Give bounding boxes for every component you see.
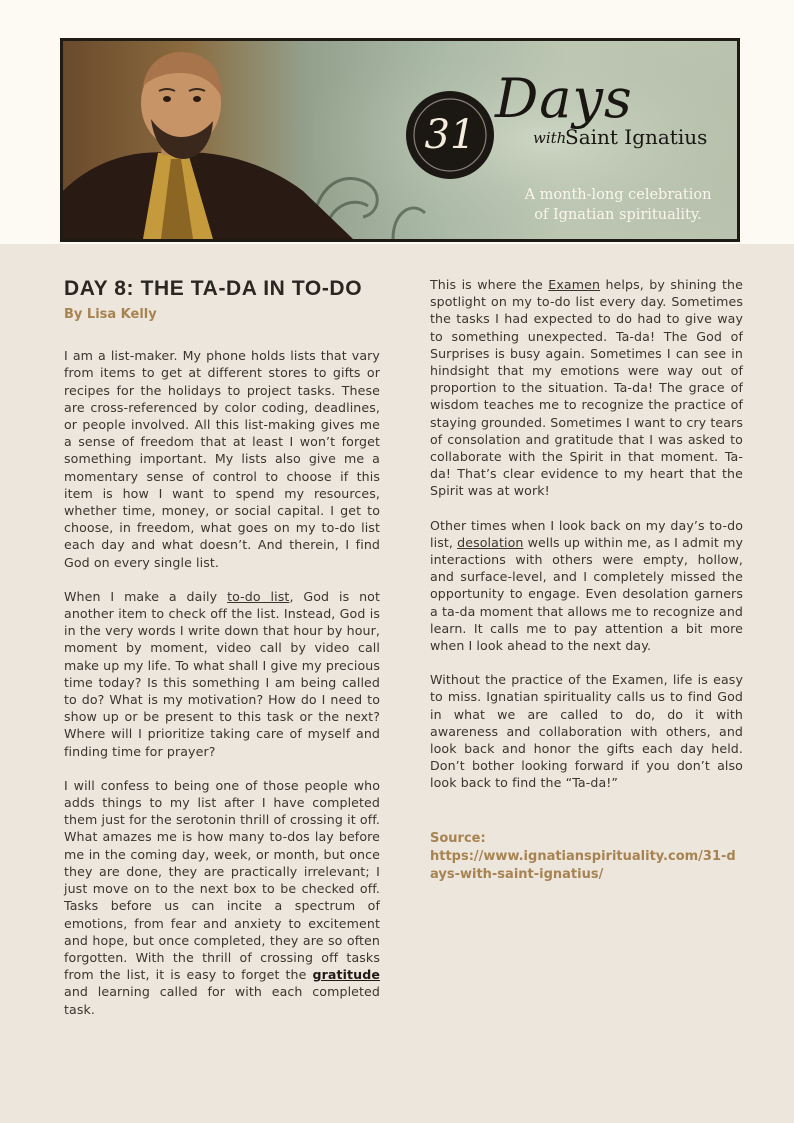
- paragraph-3-text-b: and learning called for with each completed task.: [64, 984, 380, 1017]
- left-column: [64, 276, 380, 1035]
- logo-number: 31: [424, 112, 476, 158]
- right-column: [430, 276, 743, 884]
- paragraph-4: [430, 276, 743, 500]
- tagline-line-1: A month-long celebration: [524, 187, 712, 203]
- paragraph-6: Without the practice of the Examen, life is easy to miss. Ignatian spirituality calls us to find God in what we are called to do, do it with awareness and collaboration with others, and look back and honor the gifts each day held. Don’t bother looking forward if you don’t also look back to find the “Ta-da!”: [430, 672, 743, 791]
- paragraph-5-text-a: Other times when I look back on my day’s to-do list,: [430, 517, 743, 550]
- banner-tagline: [503, 185, 733, 225]
- banner-image: [60, 38, 740, 242]
- desolation-link[interactable]: desolation: [457, 534, 524, 550]
- logo-days-text: Days: [495, 67, 633, 130]
- examen-link[interactable]: Examen: [548, 277, 601, 292]
- tagline-line-2: of Ignatian spirituality.: [534, 207, 702, 223]
- paragraph-5: [430, 517, 743, 655]
- to-do-list-link[interactable]: to-do list: [227, 588, 290, 604]
- logo-with-text: with: [533, 129, 567, 147]
- paragraph-3-text-a: I will confess to being one of those people who adds things to my list after I have completed them just for the serotonin thrill of crossing it off. What amazes me is how many to-dos lay before me in the coming day, week, or month, but once they are done, they are practically irrelevant; I just move on to the next box to be checked off. Tasks before us can incite a spectrum of emotions, from fear and anxiety to excitement and hope, but once completed, they are so often forgotten. With the thrill of crossing off tasks from the list, it is easy to forget the: [64, 777, 380, 983]
- paragraph-5-text-b: wells up within me, as I admit my interactions with others were empty, hollow, and surface-level, and I completely missed the opportunity to engage. Even desolation garners a ta-da moment that allows me to recognize and learn. It calls me to pay attention a bit more when I look ahead to the next day.: [430, 534, 743, 654]
- paragraph-4-text-a: This is where the: [430, 277, 549, 292]
- gratitude-link[interactable]: gratitude: [312, 967, 380, 983]
- paragraph-4-text-b: helps, by shining the spotlight on my to-do list every day. Sometimes the tasks I had expected to do had to give way to something unexpected. Ta-da! The God of Surprises is busy again. Sometimes I can see in hindsight that my emotions were way out of proportion to the situation. Ta-da! The grace of wisdom teaches me to recognize the practice of staying grounded. Sometimes I want to cry tears of consolation and gratitude that I was asked to collaborate with the Spirit in that moment. Ta-da! That’s clear evidence to my heart that the Spirit was at work!: [430, 277, 743, 499]
- paragraph-2-text-b: , God is not another item to check off the list. Instead, God is in the very words I write down that hour by hour, moment by moment, video call by video call make up my life. To what shall I give my precious time today? Is this something I am being called to do? What is my motivation? How do I need to show up or be present to this task or the next? Where will I prioritize taking care of myself and finding time for prayer?: [64, 588, 381, 759]
- paragraph-3: [64, 777, 380, 1018]
- article-byline: By Lisa Kelly: [64, 307, 157, 322]
- paragraph-2: [64, 588, 380, 760]
- source-url-link[interactable]: https://www.ignatianspirituality.com/31-days-with-saint-ignatius/: [430, 848, 736, 882]
- source-label: Source:: [430, 830, 486, 846]
- article-title: DAY 8: THE TA-DA IN TO-DO: [64, 277, 363, 300]
- paragraph-2-text-a: When I make a daily: [64, 588, 228, 604]
- paragraph-1: I am a list-maker. My phone holds lists that vary from items to get at different stores to gifts or recipes for the holidays to project tasks. These are cross-referenced by color coding, deadlines, or people involved. All this list-making gives me a sense of freedom that at least I won’t forget something important. My lists also give me a momentary sense of control to choose if this item is how I want to spend my resources, whether time, money, or social capital. I get to choose, in freedom, what goes on my to-do list each day and what doesn’t. And therein, I find God on every single list.: [64, 348, 380, 570]
- logo-saint-text: Saint Ignatius: [565, 125, 708, 149]
